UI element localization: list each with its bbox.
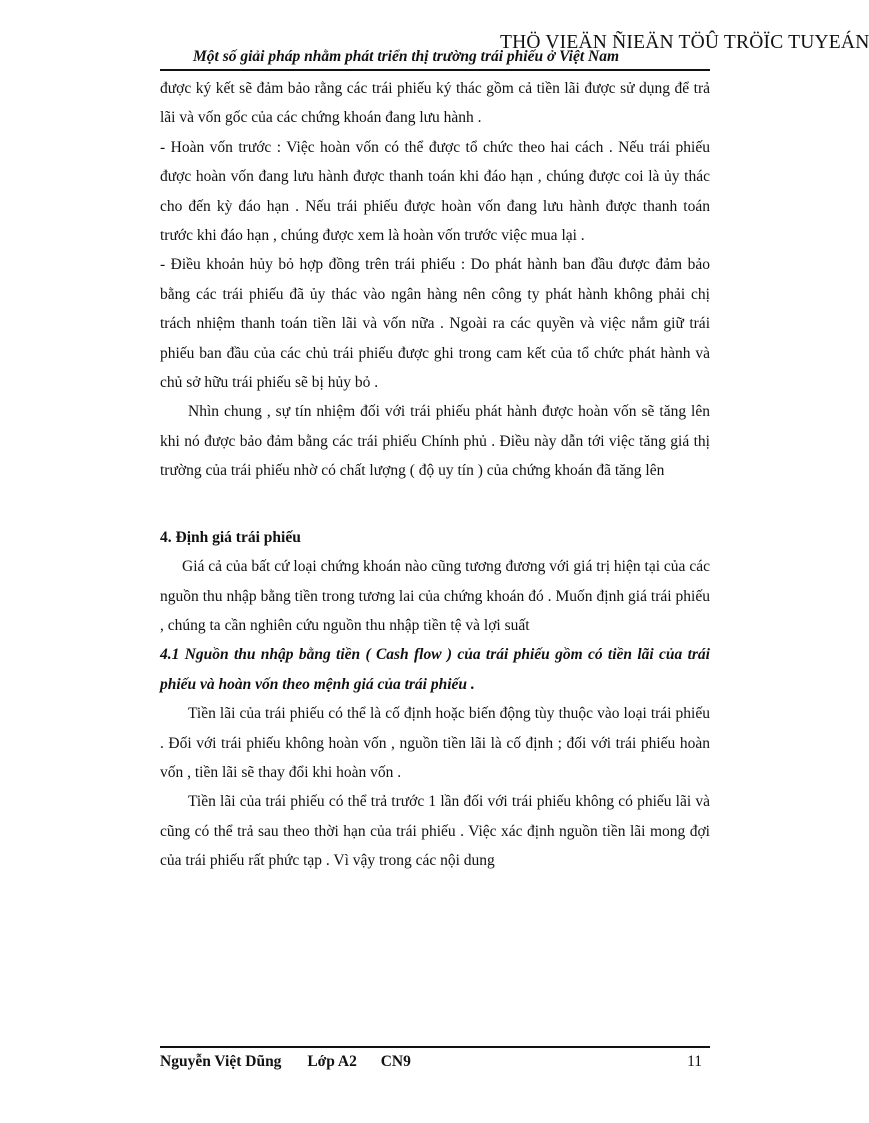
watermark-text: THÖ VIEÄN ÑIEÄN TÖÛ TRÖÏC TUYEÁN: [500, 32, 869, 53]
page-number: 11: [687, 1053, 702, 1070]
paragraph-6: Tiền lãi của trái phiếu có thể là cố định hoặc biến động tùy thuộc vào loại trái phiếu . Đối với trái phiếu không hoàn vốn , nguồn tiền lãi là cố định ; đối với trái phiếu hoàn vốn , tiền lãi sẽ thay đổi khi hoàn vốn .: [160, 705, 710, 781]
footer-class: Lớp A2: [307, 1053, 357, 1070]
section-heading: 4. Định giá trái phiếu: [160, 528, 301, 546]
running-header-title: Một số giải pháp nhằm phát triển thị trường trái phiếu ở Việt Nam: [193, 48, 620, 65]
paragraph-2: - Hoàn vốn trước : Việc hoàn vốn có thể được tổ chức theo hai cách . Nếu trái phiếu được hoàn vốn đang lưu hành được thanh toán khi đáo hạn , chúng được coi là ủy thác cho đến kỳ đáo hạn . Nếu trái phiếu được hoàn vốn đang lưu hành được thanh toán trước khi đáo hạn , chúng được xem là hoàn vốn trước việc mua lại .: [160, 138, 710, 245]
footer-code: CN9: [380, 1053, 411, 1070]
paragraph-7: Tiền lãi của trái phiếu có thể trả trước 1 lần đối với trái phiếu không có phiếu lãi và cũng có thể trả sau theo thời hạn của trái phiếu . Việc xác định nguồn tiền lãi mong đợi của trái phiếu rất phức tạp . Vì vậy trong các nội dung: [160, 793, 710, 870]
footer-divider: [160, 1046, 710, 1048]
page-body: [160, 74, 710, 876]
paragraph-3: - Điều khoản hủy bỏ hợp đồng trên trái phiếu : Do phát hành ban đầu được đảm bảo bằng các trái phiếu đã ủy thác vào ngân hàng nên công ty phát hành không phải chị trách nhiệm thanh toán tiền lãi và vốn nữa . Ngoài ra các quyền và việc nắm giữ trái phiếu ban đầu của các chủ trái phiếu được ghi trong cam kết của tổ chức phát hành và chủ sở hữu trái phiếu sẽ bị hủy bỏ .: [160, 256, 710, 392]
page-footer: [160, 1053, 710, 1071]
spacer: [160, 486, 710, 515]
header-divider: [160, 69, 710, 71]
paragraph-4: Nhìn chung , sự tín nhiệm đối với trái phiếu phát hành được hoàn vốn sẽ tăng lên khi nó được bảo đảm bằng các trái phiếu Chính phủ . Điều này dẫn tới việc tăng giá thị trường của trái phiếu nhờ có chất lượng ( độ uy tín ) của chứng khoán đã tăng lên: [160, 403, 710, 480]
spacer: [160, 515, 710, 523]
subsection-heading: 4.1 Nguồn thu nhập bằng tiền ( Cash flow ) của trái phiếu gồm có tiền lãi của trái phiếu và hoàn vốn theo mệnh giá của trái phiếu .: [160, 646, 710, 693]
paragraph-1: được ký kết sẽ đảm bảo rằng các trái phiếu ký thác gồm cả tiền lãi được sử dụng để trả lãi và vốn gốc của các chứng khoán đang lưu hành .: [160, 80, 710, 127]
footer-author: Nguyễn Việt Dũng: [160, 1053, 282, 1070]
paragraph-5: Giá cả của bất cứ loại chứng khoán nào cũng tương đương với giá trị hiện tại của các nguồn thu nhập bằng tiền trong tương lai của chứng khoán đó . Muốn định giá trái phiếu , chúng ta cần nghiên cứu nguồn thu nhập tiền tệ và lợi suất: [160, 558, 710, 634]
